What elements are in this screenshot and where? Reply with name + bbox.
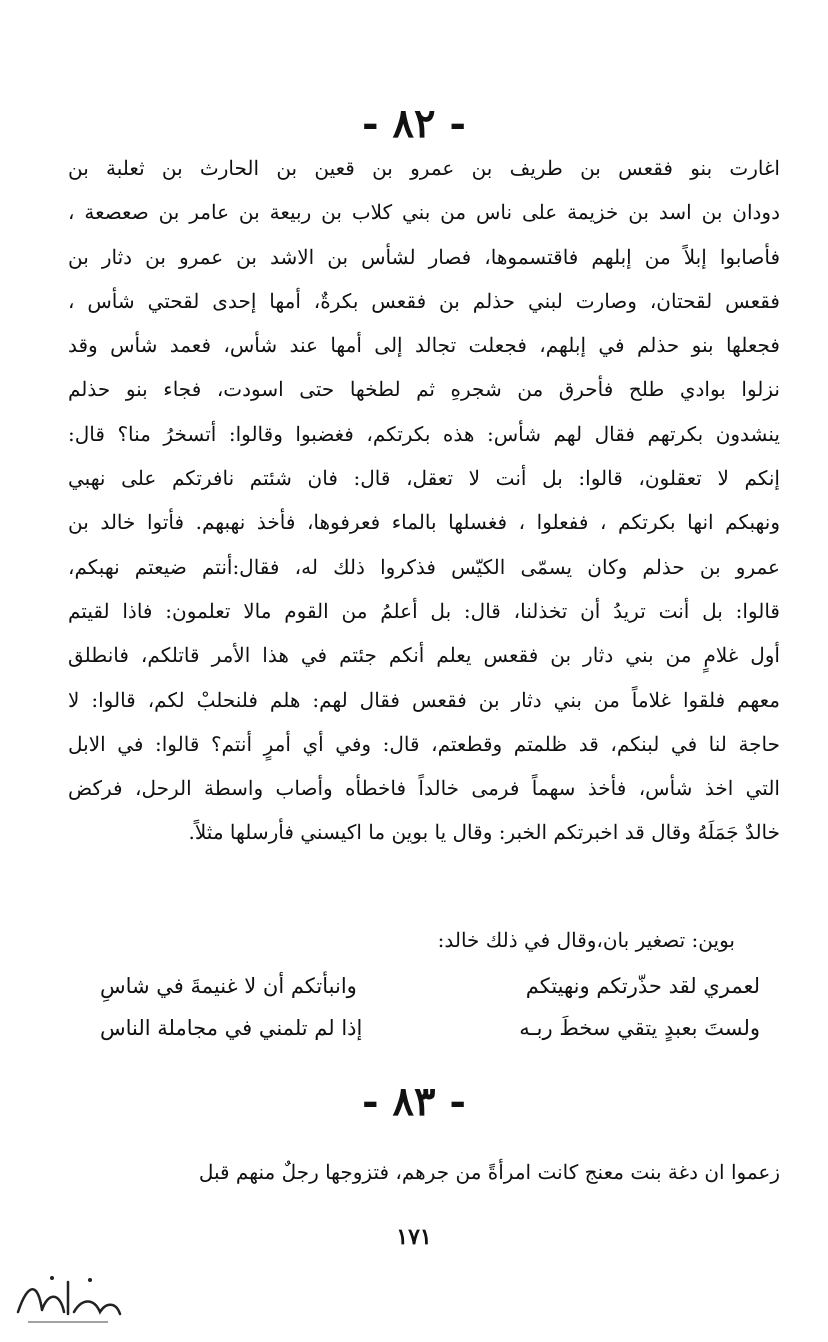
section-82-line: فجعلها بنو حذلم في إبلهم، فجعلت تجالد إلى أمها عند شأس، فعمد شأس وقد (68, 333, 780, 358)
verse-2-second-hemistich: إذا لم تلمني في مجاملة الناس (100, 1016, 363, 1040)
section-82-line: فأصابوا إبلاً من إبلهم فاقتسموها، فصار لشأس بن الاشد بن عمرو بن دثار بن (68, 244, 780, 269)
section-82-line: عمرو بن حذلم وكان يسمّى الكيّس فذكروا ذلك له، فقال:أنتم ضيعتم نهبكم، (68, 554, 780, 579)
section-82-line: دودان بن اسد بن خزيمة على ناس من بني كلاب بن ربيعة بن عامر بن صعصعة ، (68, 200, 780, 225)
section-82-line: التي اخذ شأس، فأخذ سهماً فرمى خالداً فاخطأه وأصاب واسطة الرحل، فركض (68, 776, 780, 801)
section-82-line: اغارت بنو فقعس بن طريف بن عمرو بن قعين بن الحارث بن ثعلبة بن (68, 156, 780, 180)
section-82-line: أول غلامٍ من بني دثار بن فقعس يعلم أنكم جئتم في هذا الأمر قاتلكم، فانطلق (68, 643, 780, 668)
section-82-line: ونهبكم انها بكرتكم ، ففعلوا ، فغسلها بالماء فعرفوها، فأخذ نهبهم. فأتوا خالد بن (68, 510, 780, 535)
poem-verse-1 (100, 966, 760, 1006)
section-82-heading: - ٨٢ - (361, 100, 467, 147)
section-82-line: خالدٌ جَمَلَهُ وقال قد اخبرتكم الخبر: وقال يا بوين ما اكيسني فأرسلها مثلاً. (188, 820, 780, 845)
section-82-line: فقعس لقحتان، وصارت لبني حذلم بن فقعس بكرةٌ، أمها إحدى لقحتي شأس ، (68, 288, 780, 313)
section-82-paragraph (68, 146, 780, 855)
verse-2-first-hemistich: ولستَ بعبدٍ يتقي سخطَ ربـه (519, 1016, 760, 1040)
verse-1-second-hemistich: وانبأتكم أن لا غنيمةَ في شاسِ (100, 974, 357, 998)
page-number: ١٧١ (396, 1224, 432, 1250)
verse-1-first-hemistich: لعمري لقد حذّرتكم ونهيتكم (525, 974, 760, 998)
section-82-line: معهم فلقوا غلاماً من بني دثار بن فقعس فقال لهم: هلم فلنحلبْ لكم، قالوا: لا (68, 687, 780, 712)
section-83-paragraph (68, 1150, 780, 1194)
section-82-line: قالوا: بل أنت تريدُ أن تخذلنا، قال: بل أعلمُ من القوم مالا تعلمون: فاذا لقيتم (68, 598, 780, 623)
section-82-line: حاجة لنا في لبنكم، قد ظلمتم وقطعتم، قال: وفي أي أمرٍ أنتم؟ قالوا: في الابل (68, 731, 780, 756)
section-82-line: نزلوا بوادي طلح فأحرق من شجرهِ ثم لطخها حتى اسودت، فجاء بنو حذلم (68, 377, 780, 402)
watermark-logo (8, 1262, 128, 1334)
section-83-heading: - ٨٣ - (361, 1078, 467, 1125)
glossary-note: بوين: تصغير بان،وقال في ذلك خالد: (437, 928, 735, 952)
section-82-line: إنكم لا تعقلون، قالوا: بل أنت لا تعقل، قال: فان شئتم نافرتكم على نهبي (68, 466, 780, 491)
section-83-line: زعموا ان دغة بنت معنج كانت امرأةً من جرهم، فتزوجها رجلٌ منهم قبل (198, 1160, 780, 1184)
section-82-line: ينشدون بكرتهم فقال لهم شأس: هذه بكرتكم، فغضبوا وقالوا: أتسخرُ منا؟ قال: (68, 421, 780, 446)
poem-verse-2 (100, 1008, 760, 1048)
